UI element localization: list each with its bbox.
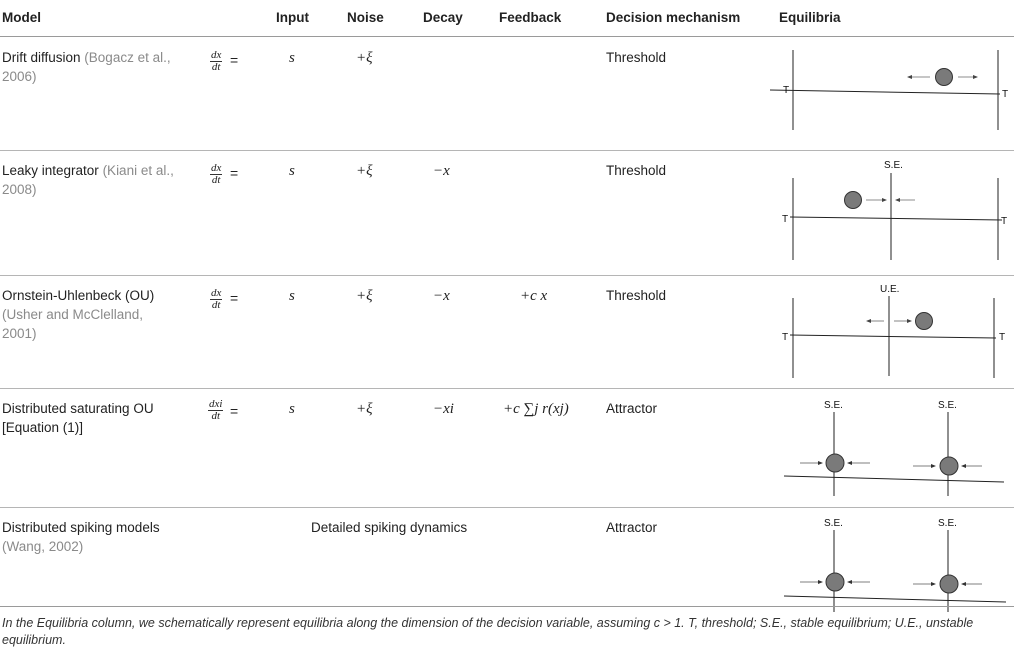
header-model: Model: [2, 10, 41, 25]
axis-line: [790, 335, 996, 338]
arrow-right-head: [973, 75, 978, 79]
model-name-cont: [Equation (1)]: [2, 420, 84, 435]
arrow-in-left-head: [882, 198, 887, 202]
model-name: Ornstein-Uhlenbeck (OU): [2, 288, 155, 303]
decision-mechanism: Attractor: [606, 520, 658, 535]
arrow-in-b-head: [847, 580, 852, 584]
state-ball: [916, 313, 933, 330]
feedback-term: +c x: [520, 288, 548, 304]
model-name: Distributed spiking models: [2, 520, 160, 535]
arrow-in-a-head: [818, 461, 823, 465]
decision-mechanism: Threshold: [606, 163, 667, 178]
citation: (Bogacz et al.,: [84, 50, 171, 65]
equals-sign: =: [230, 165, 239, 181]
label-center: U.E.: [880, 284, 900, 295]
input-term: s: [289, 50, 295, 66]
citation-cont: 2006): [2, 69, 37, 84]
label-right: S.E.: [938, 400, 957, 411]
state-ball-left: [826, 454, 844, 472]
decay-term: −xi: [433, 401, 454, 417]
decay-term: −x: [433, 288, 450, 304]
equals-sign: =: [230, 403, 239, 419]
citation-cont: 2008): [2, 182, 37, 197]
equilibria-diagram: [770, 394, 1010, 504]
arrow-in-b-head: [847, 461, 852, 465]
arrow-left-head: [907, 75, 912, 79]
derivative-fraction: dxi dt: [209, 398, 223, 422]
input-term: s: [289, 401, 295, 417]
derivative-fraction: $\frac{dx}{dt}$: [211, 287, 222, 311]
arrow-in-d-head: [961, 464, 966, 468]
decision-mechanism: Threshold: [606, 288, 667, 303]
label-left: T: [782, 332, 789, 343]
model-name: Distributed saturating OU: [2, 401, 154, 416]
arrow-in-c-head: [931, 582, 936, 586]
label-right: T: [1002, 89, 1009, 100]
label-right: T: [1001, 216, 1008, 227]
equals-sign: =: [230, 52, 239, 68]
header-decision: Decision mechanism: [606, 10, 741, 25]
header-feedback: Feedback: [499, 10, 562, 25]
noise-term: +ξ: [356, 50, 373, 66]
decision-mechanism: Attractor: [606, 401, 658, 416]
input-term: s: [289, 163, 295, 179]
citation-cont: 2001): [2, 326, 37, 341]
row-divider: [0, 507, 1014, 508]
noise-term: +ξ: [356, 401, 373, 417]
label-right: S.E.: [938, 518, 957, 529]
state-ball-right: [940, 575, 958, 593]
axis-line: [784, 476, 1004, 482]
detail-text: Detailed spiking dynamics: [311, 520, 468, 535]
noise-term: +ξ: [356, 163, 373, 179]
header-input: Input: [276, 10, 309, 25]
decision-mechanism: Threshold: [606, 50, 667, 65]
noise-term: +ξ: [356, 288, 373, 304]
label-left: S.E.: [824, 518, 843, 529]
citation: (Usher and McClelland,: [2, 307, 144, 322]
state-ball-right: [940, 457, 958, 475]
label-left: T: [782, 214, 789, 225]
table-footnote: In the Equilibria column, we schematically represent equilibria along the dimension of the decision variable, assuming c > 1. T, threshold; S.E., stable equilibrium; U.E., unstable equilibrium.: [2, 616, 974, 647]
state-ball: [936, 69, 953, 86]
arrow-in-c-head: [931, 464, 936, 468]
feedback-term: +c ∑j r(xj): [503, 401, 569, 417]
axis-line: [790, 217, 1002, 220]
citation: (Kiani et al.,: [102, 163, 174, 178]
arrow-out-left-head: [866, 319, 871, 323]
label-center: S.E.: [884, 160, 903, 171]
header-noise: Noise: [347, 10, 384, 25]
axis-line: [770, 90, 1000, 94]
axis-line: [784, 596, 1006, 602]
equilibria-diagram: [770, 50, 1010, 150]
row-divider: [0, 388, 1014, 389]
label-right: T: [999, 332, 1006, 343]
header-decay: Decay: [423, 10, 463, 25]
arrow-in-d-head: [961, 582, 966, 586]
citation: (Wang, 2002): [2, 539, 84, 554]
label-left: S.E.: [824, 400, 843, 411]
header-rule: [0, 36, 1014, 37]
table-bottom-rule: [0, 606, 1014, 607]
arrow-in-a-head: [818, 580, 823, 584]
arrow-in-right-head: [895, 198, 900, 202]
model-name: Leaky integrator (Kiani et al.,: [2, 163, 174, 178]
row-divider: [0, 150, 1014, 151]
state-ball-left: [826, 573, 844, 591]
derivative-fraction: $\frac{dx}{dt}$: [211, 49, 222, 73]
state-ball: [845, 192, 862, 209]
equals-sign: =: [230, 290, 239, 306]
decay-term: −x: [433, 163, 450, 179]
equilibria-diagram: [770, 512, 1010, 612]
model-name: Drift diffusion (Bogacz et al.,: [2, 50, 171, 65]
header-equilibria: Equilibria: [779, 10, 841, 25]
arrow-out-right-head: [907, 319, 912, 323]
input-term: s: [289, 288, 295, 304]
equilibria-diagram: [770, 280, 1010, 380]
equilibria-diagram: [770, 156, 1010, 268]
row-divider: [0, 275, 1014, 276]
derivative-fraction: $\frac{dx}{dt}$: [211, 162, 222, 186]
label-left: T: [783, 85, 790, 96]
